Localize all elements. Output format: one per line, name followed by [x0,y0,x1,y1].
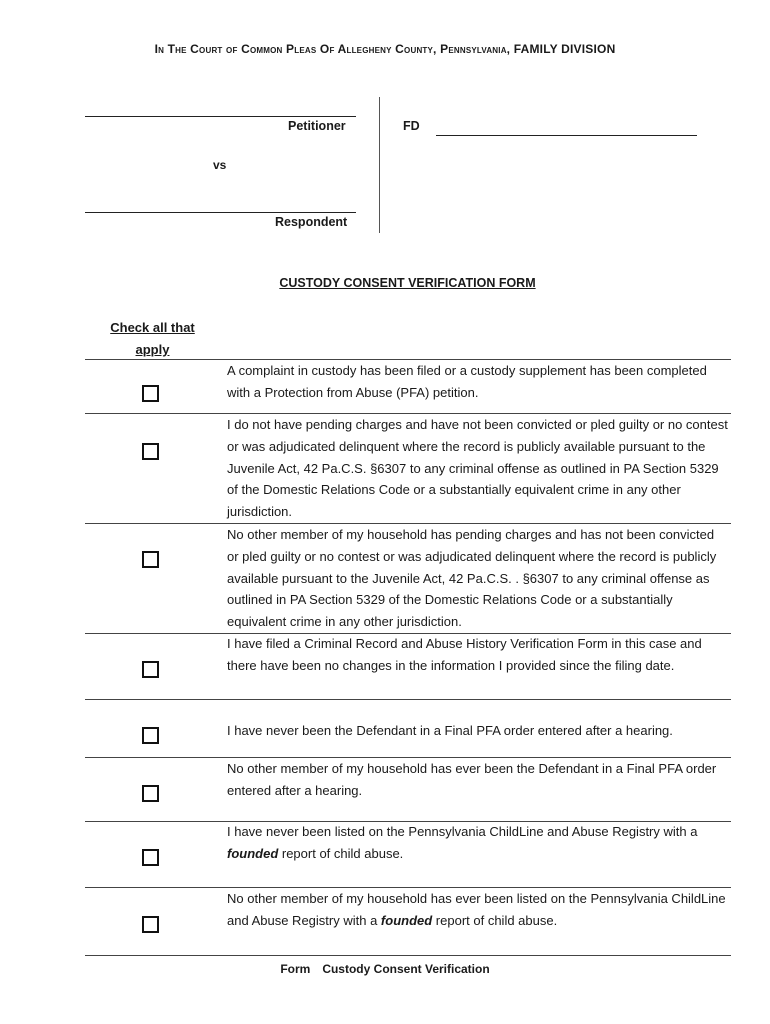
checkbox-never-childline[interactable] [142,849,159,866]
checkbox-no-pending-charges[interactable] [142,443,159,460]
item-text-part: I have never been listed on the Pennsylvania ChildLine and Abuse Registry with a [227,824,698,839]
item-text-part: No other member of my household has ever been listed on the Pennsylvania ChildLine and Abuse Registry with a [227,891,726,928]
founded-emphasis: founded [380,912,433,928]
checkbox-household-no-charges[interactable] [142,551,159,568]
row-divider [85,955,731,956]
checkbox-household-never-defendant[interactable] [142,785,159,802]
item-pfa-complaint: A complaint in custody has been filed or a custody supplement has been completed with a Protection from Abuse (PFA) petition. [227,363,707,400]
item-text-part: report of child abuse. [432,912,558,928]
respondent-label: Respondent [275,215,348,229]
form-title: CUSTODY CONSENT VERIFICATION FORM [279,276,536,290]
vs-label: vs [213,158,227,172]
checkbox-pfa-complaint[interactable] [142,385,159,402]
founded-emphasis: founded [227,845,279,861]
item-verification-filed: I have filed a Criminal Record and Abuse History Verification Form in this case and there have been no changes in the information I provided since the filing date. [227,636,702,673]
check-all-header: Check all that apply [110,320,195,357]
fd-label: FD [403,119,420,133]
item-household-never-defendant: No other member of my household has ever been the Defendant in a Final PFA order entered after a hearing. [227,761,717,798]
checkbox-verification-filed[interactable] [142,661,159,678]
item-text-part: report of child abuse. [278,845,404,861]
respondent-name-line[interactable] [85,212,356,213]
checkbox-never-defendant-pfa[interactable] [142,727,159,744]
footer-form-name: Custody Consent Verification [322,962,490,976]
item-household-never-childline [227,888,729,932]
petitioner-label: Petitioner [288,119,346,133]
court-header: In The Court of Common Pleas Of Allegheny County, Pennsylvania, FAMILY DIVISION [154,42,616,56]
item-never-defendant-pfa: I have never been the Defendant in a Final PFA order entered after a hearing. [227,723,673,738]
caption-divider [379,97,380,233]
petitioner-name-line[interactable] [85,116,356,117]
item-household-no-charges: No other member of my household has pending charges and has not been convicted or pled guilty or no contest or was adjudicated delinquent where the record is publicly available pursuant to the Juvenile Act, 42 Pa.C.S. . §6307 to any criminal offense as outlined in PA Section 5329 of the Domestic Relations Code or a substantially equivalent crime in any other jurisdiction. [227,527,717,630]
footer-form-label: Form [280,962,311,976]
checkbox-household-never-childline[interactable] [142,916,159,933]
fd-number-line[interactable] [436,135,697,136]
item-never-childline [227,821,729,865]
item-no-pending-charges: I do not have pending charges and have not been convicted or pled guilty or no contest or was adjudicated delinquent where the record is publicly available pursuant to the Juvenile Act, 42 Pa.C.S. §6307 to any criminal offense as outlined in PA Section 5329 of the Domestic Relations Code or a substantially equivalent crime in any other jurisdiction. [227,417,728,520]
page-footer [0,962,770,976]
row-divider [85,699,731,700]
